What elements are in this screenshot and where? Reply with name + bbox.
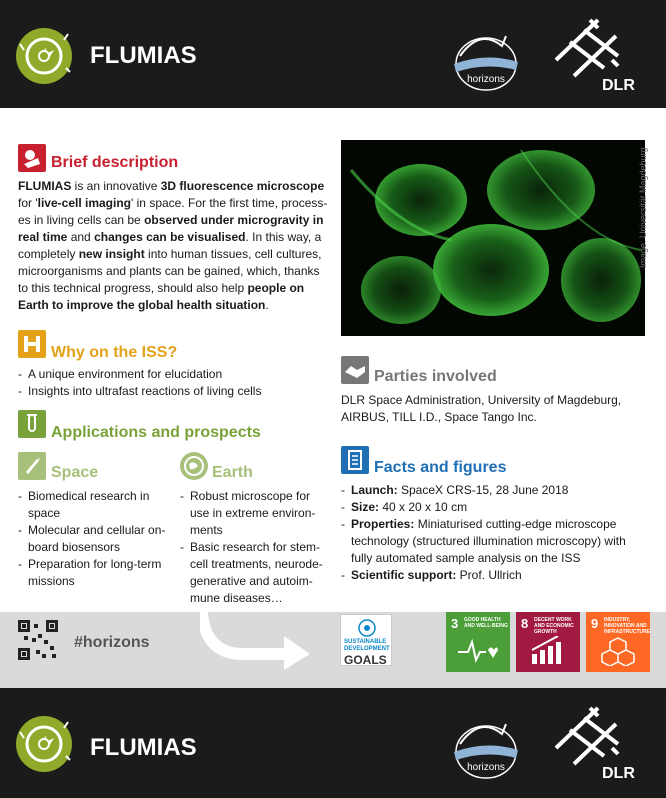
list-item: [341, 516, 646, 567]
sdg-tile-number: 9: [591, 616, 599, 631]
sdg-tile-number: 3: [451, 616, 459, 631]
heartbeat-icon: [458, 636, 498, 666]
rocket-icon: [18, 452, 46, 480]
fact-value: 40 x 20 x 10 cm: [379, 500, 468, 514]
dlr-logo: [546, 16, 636, 96]
list-item: - Insights into ultrafast reactions of living cells: [18, 383, 328, 400]
document-icon: [341, 446, 369, 474]
why-iss-heading: Why on the ISS?: [51, 344, 178, 361]
parties-heading: Parties involved: [374, 368, 497, 385]
sdg-logo: [340, 614, 392, 666]
sdg-tile-label: GOOD HEALTH AND WELL-BEING: [464, 617, 508, 629]
horizons-logo-text: horizons: [467, 74, 505, 85]
list-item: [341, 482, 646, 499]
dlr-logo-text: DLR: [602, 77, 635, 94]
footer-title: FLUMIAS: [90, 734, 197, 761]
list-item: - Biomedical research in space: [18, 488, 168, 522]
growth-chart-icon: [528, 636, 568, 666]
hashtag-label: #horizons: [74, 634, 150, 651]
fact-label: Launch:: [351, 483, 398, 497]
sdg-logo-goals: GOALS: [344, 653, 387, 667]
arrow-icon: [200, 612, 312, 670]
footer-band: [0, 690, 666, 798]
horizons-logo-text: horizons: [467, 762, 505, 773]
space-heading: Space: [51, 464, 99, 481]
list-item: [341, 567, 646, 584]
space-list: [18, 488, 168, 590]
qr-code[interactable]: [18, 620, 58, 660]
sdg-tile-label: INDUSTRY, INNOVATION AND INFRASTRUCTURE: [604, 617, 651, 635]
sdg-tile-label: DECENT WORK AND ECONOMIC GROWTH: [534, 617, 574, 635]
horizons-mission-logo: [440, 22, 532, 94]
brief-description-text: FLUMIAS is an innovative 3D fluorescence microscope for 'live-cell imaging' in space. For the first time, processes in living cells can be observed under microgravity in real time and changes can be visualised. In this way, a completely new insight into human tissues, cell cultures, microorganisms and plants can be gained, which, thanks to this technical progress, should also help people on Earth to improve the global health situation.: [18, 179, 328, 312]
page-title: FLUMIAS: [90, 42, 197, 69]
facts-heading: Facts and figures: [374, 459, 507, 476]
applications-heading: Applications and prospects: [51, 424, 261, 441]
brief-description-heading: Brief description: [51, 154, 179, 171]
sdg-tile-8: [516, 612, 580, 672]
fact-value: Prof. Ullrich: [456, 568, 522, 582]
brief-flumias-name: FLUMIAS: [18, 179, 72, 193]
cubes-icon: [598, 636, 638, 666]
list-item: - Preparation for long-term missions: [18, 556, 168, 590]
why-iss-list: [18, 366, 328, 400]
fact-label: Properties:: [351, 517, 415, 531]
fact-label: Scientific support:: [351, 568, 457, 582]
flumias-mission-logo: [16, 716, 72, 772]
dlr-logo-text: DLR: [602, 765, 635, 782]
list-item: - Basic research for stem-cell treatments, neurode-generative and autoim-mune diseases…: [180, 539, 330, 607]
parties-text: DLR Space Administration, University of Magdeburg, AIRBUS, TILL I.D., Space Tango Inc.: [341, 393, 622, 424]
fact-label: Size:: [351, 500, 380, 514]
sdg-tile-3: [446, 612, 510, 672]
flumias-mission-logo: [16, 28, 72, 84]
facts-list: [341, 482, 646, 584]
photo-credit: Image: Universität Magdeburg: [638, 147, 648, 268]
astronaut-icon: [18, 144, 46, 172]
test-tube-icon: [18, 410, 46, 438]
sdg-tile-9: [586, 612, 650, 672]
list-item: [341, 499, 646, 516]
dlr-logo: [546, 704, 636, 784]
fact-value: Miniaturised cutting-edge microscope technology (structured illumination microscopy) with fully automated sample analysis on the ISS: [351, 517, 626, 565]
earth-icon: [180, 452, 208, 480]
fact-value: SpaceX CRS-15, 28 June 2018: [397, 483, 569, 497]
fluorescence-microscope-image: [341, 140, 645, 336]
list-item: - Robust microscope for use in extreme environ-ments: [180, 488, 330, 539]
earth-heading: Earth: [212, 464, 253, 481]
header-band: [0, 0, 666, 108]
list-item: - Molecular and cellular on-board biosensors: [18, 522, 168, 556]
sdg-tile-number: 8: [521, 616, 529, 631]
un-emblem-icon: [357, 618, 377, 638]
earth-list: [180, 488, 330, 607]
horizons-mission-logo: [440, 710, 532, 782]
handshake-icon: [341, 356, 369, 384]
sdg-logo-text: SUSTAINABLE DEVELOPMENT: [344, 639, 390, 652]
iss-icon: [18, 330, 46, 358]
list-item: - A unique environment for elucidation: [18, 366, 328, 383]
